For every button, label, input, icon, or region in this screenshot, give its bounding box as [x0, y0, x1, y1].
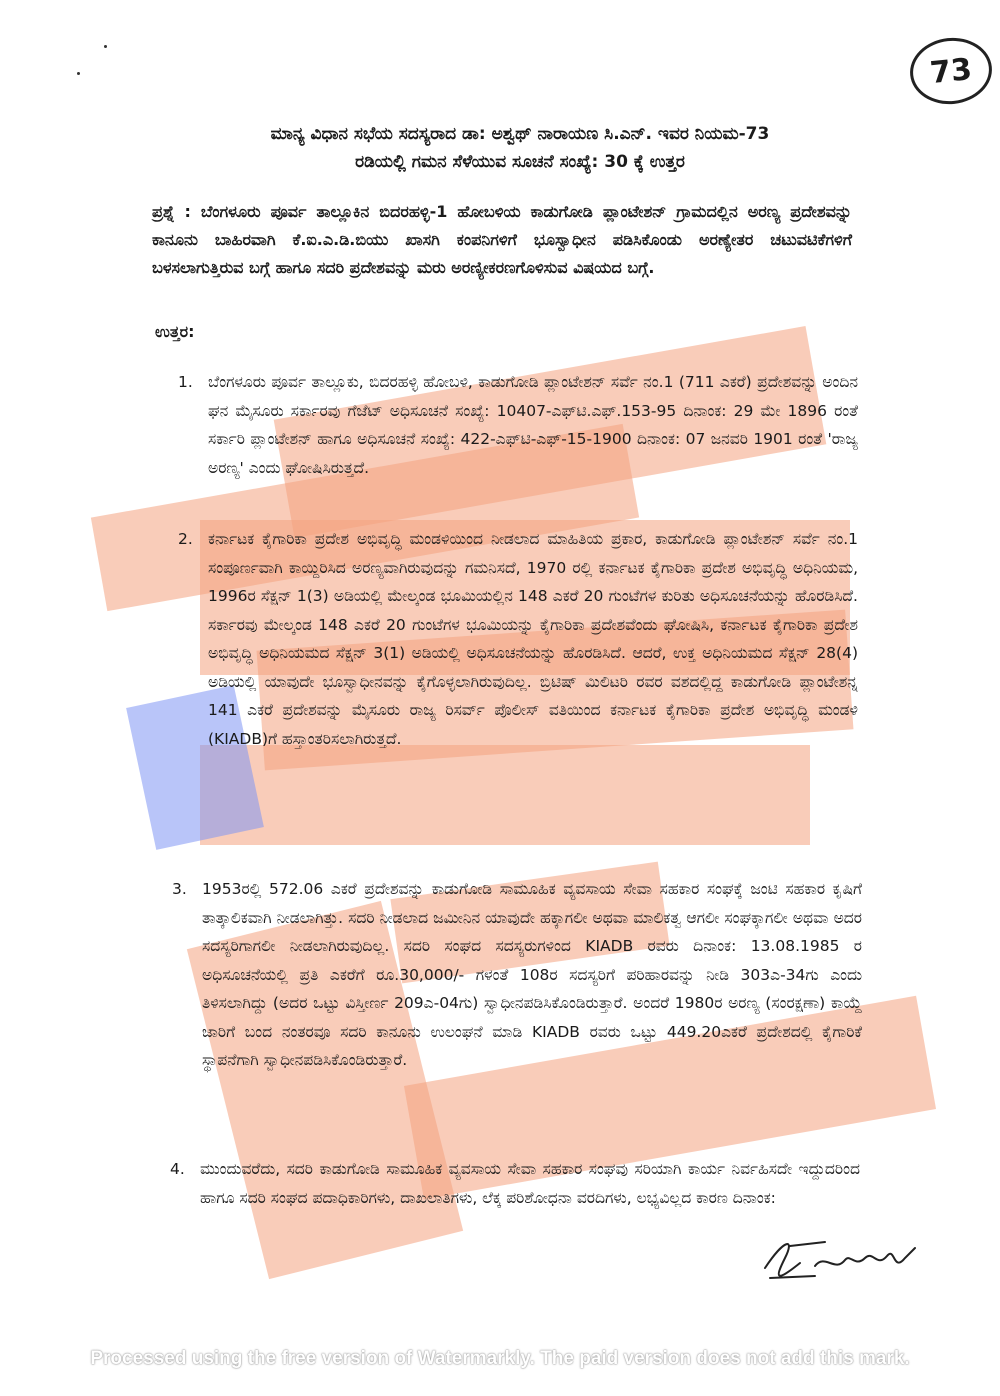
item-number: 3.: [172, 880, 187, 898]
item-number: 4.: [170, 1160, 185, 1178]
answer-item: [172, 875, 862, 1075]
question-label: ಪ್ರಶ್ನೆ :: [152, 202, 191, 221]
question-block: [152, 198, 852, 282]
item-number: 2.: [178, 530, 193, 548]
heading-line-1: ಮಾನ್ಯ ವಿಧಾನ ಸಭೆಯ ಸದಸ್ಯರಾದ ಡಾ: ಅಶ್ವಥ್ ನಾರಾಯಣ ಸಿ.ಎನ್. ಇವರ ನಿಯಮ-73: [270, 124, 770, 144]
question-text: ಬೆಂಗಳೂರು ಪೂರ್ವ ತಾಲ್ಲೂಕಿನ ಬಿದರಹಳ್ಳಿ-1 ಹೋಬಳಿಯ ಕಾಡುಗೋಡಿ ಪ್ಲಾಂಟೇಶನ್ ಗ್ರಾಮದಲ್ಲಿನ ಅರಣ್ಯ ಪ್ರದೇಶವನ್ನು ಕಾನೂನು ಬಾಹಿರವಾಗಿ ಕೆ.ಐ.ಎ.ಡಿ.ಬಿಯು ಖಾಸಗಿ ಕಂಪನಿಗಳಿಗೆ ಭೂಸ್ವಾಧೀನ ಪಡಿಸಿಕೊಂಡು ಅರಣ್ಯೇತರ ಚಟುವಟಿಕೆಗಳಿಗೆ ಬಳಸಲಾಗುತ್ತಿರುವ ಬಗ್ಗೆ ಹಾಗೂ ಸದರಿ ಪ್ರದೇಶವನ್ನು ಮರು ಅರಣ್ಯೀಕರಣಗೊಳಿಸುವ ವಿಷಯದ ಬಗ್ಗೆ.: [152, 202, 853, 277]
item-text: ಮುಂದುವರೆದು, ಸದರಿ ಕಾಡುಗೋಡಿ ಸಾಮೂಹಿಕ ವ್ಯವಸಾಯ ಸೇವಾ ಸಹಕಾರ ಸಂಘವು ಸರಿಯಾಗಿ ಕಾರ್ಯ ನಿರ್ವಹಿಸದೇ ಇದ್ದುದರಿಂದ ಹಾಗೂ ಸದರಿ ಸಂಘದ ಪದಾಧಿಕಾರಿಗಳು, ದಾಖಲಾತಿಗಳು, ಲೆಕ್ಕ ಪರಿಶೋಧನಾ ವರದಿಗಳು, ಲಭ್ಯವಿಲ್ಲದ ಕಾರಣ ದಿನಾಂಕ:: [200, 1160, 860, 1207]
answer-item: [178, 368, 858, 482]
item-text: ಕರ್ನಾಟಕ ಕೈಗಾರಿಕಾ ಪ್ರದೇಶ ಅಭಿವೃದ್ಧಿ ಮಂಡಳಿಯಿಂದ ನೀಡಲಾದ ಮಾಹಿತಿಯ ಪ್ರಕಾರ, ಕಾಡುಗೋಡಿ ಪ್ಲಾಂಟೇಶನ್ ಸರ್ವೆ ನಂ.1 ಸಂಪೂರ್ಣವಾಗಿ ಕಾಯ್ದಿರಿಸಿದ ಅರಣ್ಯವಾಗಿರುವುದನ್ನು ಗಮನಿಸದೆ, 1970 ರಲ್ಲಿ ಕರ್ನಾಟಕ ಕೈಗಾರಿಕಾ ಪ್ರದೇಶ ಅಭಿವೃದ್ಧಿ ಅಧಿನಿಯಮ, 1996ರ ಸೆಕ್ಷನ್ 1(3) ಅಡಿಯಲ್ಲಿ ಮೇಲ್ಕಂಡ ಭೂಮಿಯಲ್ಲಿನ 148 ಎಕರೆ 20 ಗುಂಟೆಗಳ ಕುರಿತು ಅಧಿಸೂಚನೆಯನ್ನು ಹೊರಡಿಸಿದೆ. ಸರ್ಕಾರವು ಮೇಲ್ಕಂಡ 148 ಎಕರೆ 20 ಗುಂಟೆಗಳ ಭೂಮಿಯನ್ನು ಕೈಗಾರಿಕಾ ಪ್ರದೇಶವೆಂದು ಘೋಷಿಸಿ, ಕರ್ನಾಟಕ ಕೈಗಾರಿಕಾ ಪ್ರದೇಶ ಅಭಿವೃದ್ಧಿ ಅಧಿನಿಯಮದ ಸೆಕ್ಷನ್ 3(1) ಅಡಿಯಲ್ಲಿ ಅಧಿಸೂಚನೆಯನ್ನು ಹೊರಡಿಸಿದೆ. ಆದರೆ, ಉಕ್ತ ಅಧಿನಿಯಮದ ಸೆಕ್ಷನ್ 28(4) ಅಡಿಯಲ್ಲಿ ಯಾವುದೇ ಭೂಸ್ವಾಧೀನವನ್ನು ಕೈಗೊಳ್ಳಲಾಗಿರುವುದಿಲ್ಲ. ಬ್ರಿಟಿಷ್ ಮಿಲಿಟರಿ ರವರ ವಶದಲ್ಲಿದ್ದ ಕಾಡುಗೋಡಿ ಪ್ಲಾಂಟೇಶನ್ನ 141 ಎಕರೆ ಪ್ರದೇಶವನ್ನು ಮೈಸೂರು ರಾಜ್ಯ ರಿಸರ್ವ್ ಪೊಲೀಸ್ ವತಿಯಿಂದ ಕರ್ನಾಟಕ ಕೈಗಾರಿಕಾ ಪ್ರದೇಶ ಅಭಿವೃದ್ಧಿ ಮಂಡಳಿ (KIADB)ಗೆ ಹಸ್ತಾಂತರಿಸಲಾಗಿರುತ್ತದೆ.: [208, 530, 858, 748]
document-heading: [140, 120, 900, 176]
heading-line-2: ರಡಿಯಲ್ಲಿ ಗಮನ ಸೆಳೆಯುವ ಸೂಚನೆ ಸಂಖ್ಯೆ: 30 ಕ್ಕೆ ಉತ್ತರ: [355, 152, 685, 172]
scan-speck: [77, 72, 80, 75]
item-text: ಬೆಂಗಳೂರು ಪೂರ್ವ ತಾಲ್ಲೂಕು, ಬಿದರಹಳ್ಳಿ ಹೋಬಳಿ, ಕಾಡುಗೋಡಿ ಪ್ಲಾಂಟೇಶನ್ ಸರ್ವೆ ನಂ.1 (711 ಎಕರೆ) ಪ್ರದೇಶವನ್ನು ಅಂದಿನ ಘನ ಮೈಸೂರು ಸರ್ಕಾರವು ಗೆಜೆಟ್ ಅಧಿಸೂಚನೆ ಸಂಖ್ಯೆ: 10407-ಎಫ್‌ಟಿ.ಎಫ್.153-95 ದಿನಾಂಕ: 29 ಮೇ 1896 ರಂತೆ ಸರ್ಕಾರಿ ಪ್ಲಾಂಟೇಶನ್ ಹಾಗೂ ಅಧಿಸೂಚನೆ ಸಂಖ್ಯೆ: 422-ಎಫ್‌ಟಿ-ಎಫ್-15-1900 ದಿನಾಂಕ: 07 ಜನವರಿ 1901 ರಂತೆ 'ರಾಜ್ಯ ಅರಣ್ಯ' ಎಂದು ಘೋಷಿಸಿರುತ್ತದೆ.: [208, 373, 858, 477]
item-text: 1953ರಲ್ಲಿ 572.06 ಎಕರೆ ಪ್ರದೇಶವನ್ನು ಕಾಡುಗೋಡಿ ಸಾಮೂಹಿಕ ವ್ಯವಸಾಯ ಸೇವಾ ಸಹಕಾರ ಸಂಘಕ್ಕೆ ಜಂಟಿ ಸಹಕಾರ ಕೃಷಿಗೆ ತಾತ್ಕಾಲಿಕವಾಗಿ ನೀಡಲಾಗಿತ್ತು. ಸದರಿ ನೀಡಲಾದ ಜಮೀನಿನ ಯಾವುದೇ ಹಕ್ಕಾಗಲೀ ಅಥವಾ ಮಾಲಿಕತ್ವ ಆಗಲೀ ಸಂಘಕ್ಕಾಗಲೀ ಅಥವಾ ಅದರ ಸದಸ್ಯರಿಗಾಗಲೀ ನೀಡಲಾಗಿರುವುದಿಲ್ಲ. ಸದರಿ ಸಂಘದ ಸದಸ್ಯರುಗಳಿಂದ KIADB ರವರು ದಿನಾಂಕ: 13.08.1985 ರ ಅಧಿಸೂಚನೆಯಲ್ಲಿ ಪ್ರತಿ ಎಕರೆಗೆ ರೂ.30,000/- ಗಳಂತೆ 108ರ ಸದಸ್ಯರಿಗೆ ಪರಿಹಾರವನ್ನು ನೀಡಿ 303ಎ-34ಗು ಎಂದು ತಿಳಿಸಲಾಗಿದ್ದು (ಅದರ ಒಟ್ಟು ವಿಸ್ತೀರ್ಣ 209ಎ-04ಗು) ಸ್ವಾಧೀನಪಡಿಸಿಕೊಂಡಿರುತ್ತಾರೆ. ಅಂದರೆ 1980ರ ಅರಣ್ಯ (ಸಂರಕ್ಷಣಾ) ಕಾಯ್ದೆ ಜಾರಿಗೆ ಬಂದ ನಂತರವೂ ಸದರಿ ಕಾನೂನು ಉಲಂಘನೆ ಮಾಡಿ KIADB ರವರು ಒಟ್ಟು 449.20ಎಕರೆ ಪ್ರದೇಶದಲ್ಲಿ ಕೈಗಾರಿಕೆ ಸ್ಥಾಪನೆಗಾಗಿ ಸ್ವಾಧೀನಪಡಿಸಿಕೊಂಡಿರುತ್ತಾರೆ.: [202, 880, 862, 1069]
page-number: 73: [928, 51, 974, 91]
answer-item: [170, 1155, 860, 1212]
answer-item: [178, 525, 858, 753]
watermark-text: Processed using the free version of Watermarkly. The paid version does not add this mark.: [90, 1348, 910, 1369]
page-number-stamp: [907, 34, 995, 108]
handwritten-signature: [755, 1228, 935, 1288]
scan-speck: [104, 45, 107, 48]
item-number: 1.: [178, 373, 193, 391]
answer-label: ಉತ್ತರ:: [155, 322, 195, 341]
highlight-block: [200, 745, 810, 845]
